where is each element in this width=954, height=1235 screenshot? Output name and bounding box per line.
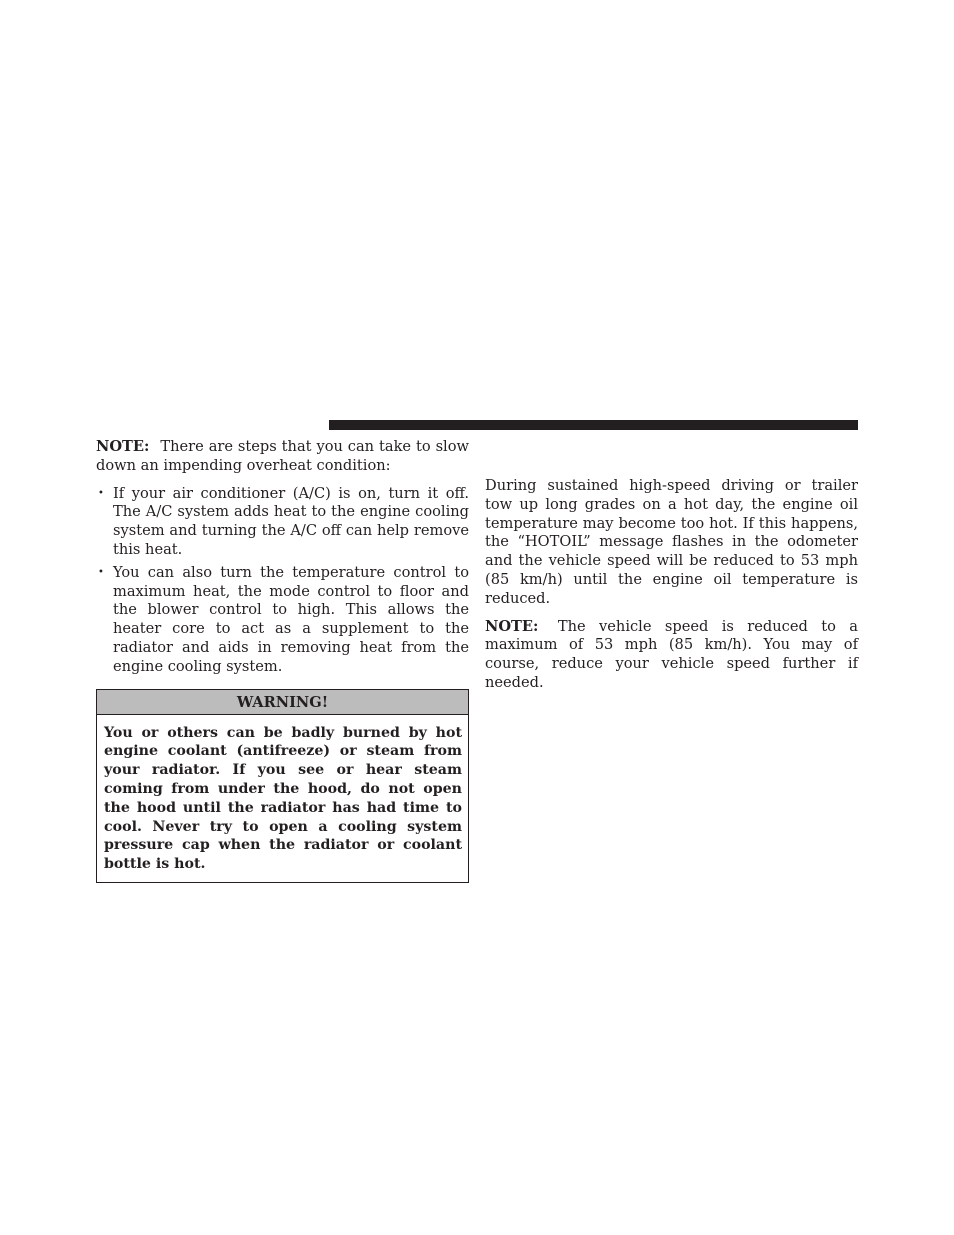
note-text: There are steps that you can take to slow down an impending overheat condition: — [96, 438, 469, 474]
tips-list — [96, 485, 469, 677]
left-column — [96, 438, 469, 883]
list-item — [96, 564, 469, 677]
list-item-text: You can also turn the temperature control to maximum heat, the mode control to floor and the blower control to high. This allows the heater core to act as a supplement to the radiator and aids in removing heat from the engine cooling system. — [113, 563, 469, 675]
note-paragraph — [485, 618, 858, 693]
list-item-text: If your air conditioner (A/C) is on, turn it off. The A/C system adds heat to the engine cooling system and turning the A/C off can help remove this heat. — [113, 484, 469, 558]
warning-box — [96, 689, 469, 883]
right-column — [485, 477, 858, 702]
warning-title: WARNING! — [97, 690, 468, 715]
bullet-icon: • — [98, 566, 104, 578]
bullet-icon: • — [98, 487, 104, 499]
note-text: The vehicle speed is reduced to a maximum of 53 mph (85 km/h). You may of course, reduce your vehicle speed further if needed. — [485, 617, 858, 691]
note-paragraph — [96, 438, 469, 476]
note-label: NOTE: — [96, 438, 150, 455]
warning-text: You or others can be badly burned by hot engine coolant (antifreeze) or steam from your radiator. If you see or hear steam coming from under the hood, do not open the hood until the radiator has had time to cool. Never try to open a cooling system pressure cap when the radiator or coolant bottle is hot. — [104, 724, 462, 873]
section-header-bar — [329, 420, 858, 430]
note-label: NOTE: — [485, 617, 539, 635]
list-item — [96, 485, 469, 560]
hot-oil-paragraph: During sustained high-speed driving or trailer tow up long grades on a hot day, the engine oil temperature may become too hot. If this happens, the “HOTOIL” message flashes in the odometer and the vehicle speed will be reduced to 53 mph (85 km/h) until the engine oil temperature is reduced. — [485, 477, 858, 607]
